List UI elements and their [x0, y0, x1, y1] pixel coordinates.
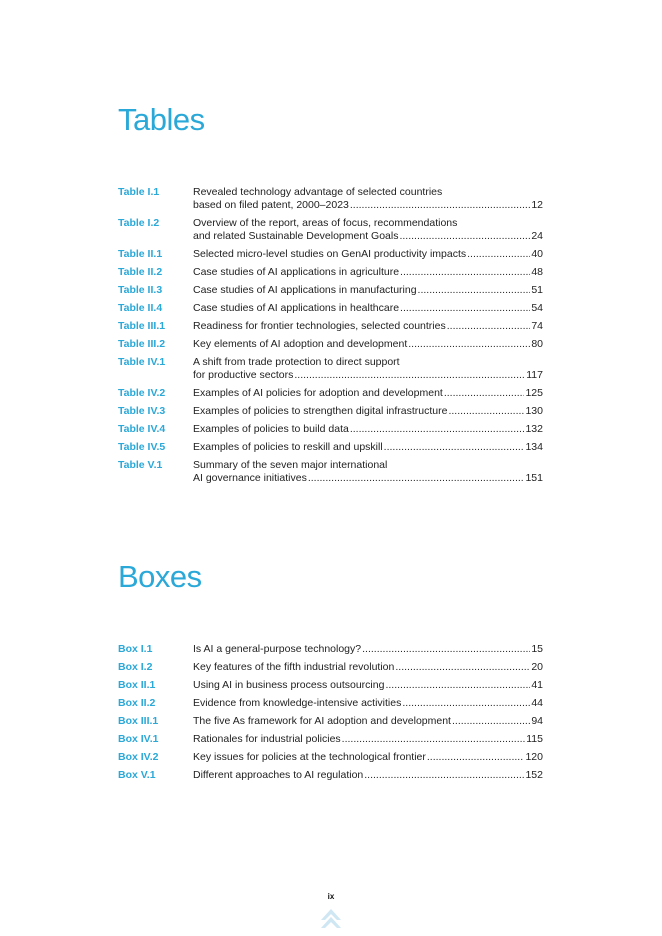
- table-label: Table IV.3: [118, 405, 166, 417]
- table-last-line: [193, 387, 543, 400]
- box-last-line: [193, 733, 543, 746]
- box-entry[interactable]: [118, 733, 543, 746]
- box-entry[interactable]: [118, 661, 543, 674]
- table-title: Examples of policies to reskill and upskill: [193, 441, 383, 453]
- dot-leader: [342, 733, 526, 746]
- boxes-section-title: Boxes: [118, 559, 202, 594]
- table-entry[interactable]: [118, 459, 543, 485]
- box-last-line: [193, 697, 543, 710]
- box-page-number: 152: [525, 769, 543, 781]
- table-title: Key elements of AI adoption and development: [193, 338, 408, 350]
- table-page-number: 132: [525, 423, 543, 435]
- table-label: Table I.1: [118, 186, 160, 198]
- dot-leader: [384, 441, 525, 454]
- table-page-number: 40: [531, 248, 543, 260]
- table-title: Readiness for frontier technologies, selected countries: [193, 320, 446, 332]
- table-last-line: [193, 423, 543, 436]
- table-label: Table II.4: [118, 302, 163, 314]
- box-page-number: 15: [531, 643, 543, 655]
- table-entry[interactable]: [118, 302, 543, 315]
- table-last-line: [193, 230, 543, 243]
- table-last-line: [193, 338, 543, 351]
- tables-list: [118, 186, 543, 490]
- table-label: Table IV.5: [118, 441, 166, 453]
- table-last-line: [193, 266, 543, 279]
- box-label: Box IV.1: [118, 733, 159, 745]
- box-entry[interactable]: [118, 769, 543, 782]
- table-body: [193, 387, 543, 400]
- table-entry[interactable]: [118, 423, 543, 436]
- table-entry[interactable]: [118, 217, 543, 243]
- dot-leader: [385, 679, 530, 692]
- box-label: Box V.1: [118, 769, 156, 781]
- page-number: ix: [327, 892, 335, 901]
- table-body: [193, 186, 543, 212]
- table-title: Examples of policies to build data: [193, 423, 349, 435]
- box-last-line: [193, 643, 543, 656]
- table-label: Table IV.1: [118, 356, 166, 368]
- box-body: [193, 643, 543, 656]
- dot-leader: [350, 423, 525, 436]
- tables-section-title: Tables: [118, 102, 205, 137]
- box-entry[interactable]: [118, 715, 543, 728]
- box-title: Different approaches to AI regulation: [193, 769, 364, 781]
- table-page-number: 24: [531, 230, 543, 242]
- box-page-number: 44: [531, 697, 543, 709]
- table-title-line: Revealed technology advantage of selected countries: [193, 186, 443, 198]
- dot-leader: [418, 284, 531, 297]
- table-title: Case studies of AI applications in agriculture: [193, 266, 400, 278]
- box-body: [193, 697, 543, 710]
- box-body: [193, 661, 543, 674]
- box-label: Box II.1: [118, 679, 156, 691]
- box-label: Box III.1: [118, 715, 159, 727]
- box-last-line: [193, 751, 543, 764]
- table-page-number: 54: [531, 302, 543, 314]
- table-last-line: [193, 441, 543, 454]
- table-body: [193, 217, 543, 243]
- box-entry[interactable]: [118, 751, 543, 764]
- table-label: Table IV.4: [118, 423, 166, 435]
- table-body: [193, 266, 543, 279]
- box-label: Box IV.2: [118, 751, 159, 763]
- box-page-number: 115: [526, 733, 543, 745]
- table-title: Case studies of AI applications in healthcare: [193, 302, 400, 314]
- box-last-line: [193, 769, 543, 782]
- table-entry[interactable]: [118, 186, 543, 212]
- table-entry[interactable]: [118, 320, 543, 333]
- box-page-number: 41: [531, 679, 543, 691]
- box-body: [193, 769, 543, 782]
- dot-leader: [399, 230, 530, 243]
- table-body: [193, 248, 543, 261]
- table-page-number: 80: [531, 338, 543, 350]
- box-label: Box II.2: [118, 697, 156, 709]
- table-page-number: 117: [526, 369, 543, 381]
- box-body: [193, 715, 543, 728]
- table-title: for productive sectors: [193, 369, 294, 381]
- dot-leader: [447, 320, 531, 333]
- table-last-line: [193, 405, 543, 418]
- table-title: Case studies of AI applications in manufacturing: [193, 284, 417, 296]
- box-body: [193, 679, 543, 692]
- box-entry[interactable]: [118, 643, 543, 656]
- dot-leader: [408, 338, 530, 351]
- table-body: [193, 320, 543, 333]
- table-body: [193, 423, 543, 436]
- dot-leader: [444, 387, 525, 400]
- table-title: Examples of policies to strengthen digital infrastructure: [193, 405, 448, 417]
- box-page-number: 94: [531, 715, 543, 727]
- table-last-line: [193, 320, 543, 333]
- dot-leader: [448, 405, 524, 418]
- chevron-up-icon[interactable]: [319, 906, 343, 930]
- box-title: The five As framework for AI adoption and development: [193, 715, 451, 727]
- box-last-line: [193, 679, 543, 692]
- box-title: Rationales for industrial policies: [193, 733, 341, 745]
- table-last-line: [193, 284, 543, 297]
- table-page-number: 48: [531, 266, 543, 278]
- table-last-line: [193, 472, 543, 485]
- table-body: [193, 284, 543, 297]
- table-entry[interactable]: [118, 441, 543, 454]
- box-page-number: 120: [525, 751, 543, 763]
- dot-leader: [427, 751, 525, 764]
- table-page-number: 74: [531, 320, 543, 332]
- box-body: [193, 733, 543, 746]
- dot-leader: [294, 369, 525, 382]
- table-page-number: 151: [525, 472, 543, 484]
- table-body: [193, 338, 543, 351]
- box-title: Key features of the fifth industrial revolution: [193, 661, 395, 673]
- box-body: [193, 751, 543, 764]
- box-last-line: [193, 715, 543, 728]
- table-title: based on filed patent, 2000–2023: [193, 199, 349, 211]
- dot-leader: [364, 769, 524, 782]
- table-title-line: A shift from trade protection to direct support: [193, 356, 400, 368]
- table-label: Table I.2: [118, 217, 160, 229]
- table-page-number: 130: [525, 405, 543, 417]
- box-entry[interactable]: [118, 697, 543, 710]
- box-page-number: 20: [531, 661, 543, 673]
- table-last-line: [193, 302, 543, 315]
- box-title: Is AI a general-purpose technology?: [193, 643, 362, 655]
- box-title: Evidence from knowledge-intensive activities: [193, 697, 402, 709]
- table-entry[interactable]: [118, 284, 543, 297]
- boxes-list: [118, 643, 543, 787]
- table-entry[interactable]: [118, 248, 543, 261]
- box-label: Box I.1: [118, 643, 153, 655]
- table-entry[interactable]: [118, 356, 543, 382]
- table-label: Table II.3: [118, 284, 163, 296]
- table-page-number: 12: [531, 199, 543, 211]
- table-label: Table III.2: [118, 338, 166, 350]
- table-entry[interactable]: [118, 387, 543, 400]
- box-title: Key issues for policies at the technological frontier: [193, 751, 426, 763]
- table-label: Table III.1: [118, 320, 166, 332]
- table-last-line: [193, 199, 543, 212]
- table-label: Table V.1: [118, 459, 163, 471]
- table-label: Table II.2: [118, 266, 163, 278]
- dot-leader: [395, 661, 530, 674]
- box-title: Using AI in business process outsourcing: [193, 679, 385, 691]
- box-label: Box I.2: [118, 661, 153, 673]
- table-body: [193, 405, 543, 418]
- table-page-number: 125: [525, 387, 543, 399]
- dot-leader: [308, 472, 525, 485]
- dot-leader: [400, 302, 530, 315]
- table-last-line: [193, 369, 543, 382]
- table-title-line: Overview of the report, areas of focus, recommendations: [193, 217, 458, 229]
- table-page-number: 134: [525, 441, 543, 453]
- table-entry[interactable]: [118, 266, 543, 279]
- dot-leader: [362, 643, 530, 656]
- dot-leader: [400, 266, 530, 279]
- table-title: Examples of AI policies for adoption and development: [193, 387, 443, 399]
- table-entry[interactable]: [118, 405, 543, 418]
- table-body: [193, 441, 543, 454]
- table-title: AI governance initiatives: [193, 472, 307, 484]
- dot-leader: [402, 697, 530, 710]
- dot-leader: [467, 248, 530, 261]
- box-last-line: [193, 661, 543, 674]
- table-body: [193, 459, 543, 485]
- table-page-number: 51: [531, 284, 543, 296]
- table-title: and related Sustainable Development Goals: [193, 230, 399, 242]
- table-title: Selected micro-level studies on GenAI productivity impacts: [193, 248, 467, 260]
- table-entry[interactable]: [118, 338, 543, 351]
- table-title-line: Summary of the seven major international: [193, 459, 388, 471]
- dot-leader: [452, 715, 530, 728]
- dot-leader: [350, 199, 530, 212]
- table-last-line: [193, 248, 543, 261]
- table-label: Table IV.2: [118, 387, 166, 399]
- table-body: [193, 302, 543, 315]
- table-body: [193, 356, 543, 382]
- box-entry[interactable]: [118, 679, 543, 692]
- table-label: Table II.1: [118, 248, 163, 260]
